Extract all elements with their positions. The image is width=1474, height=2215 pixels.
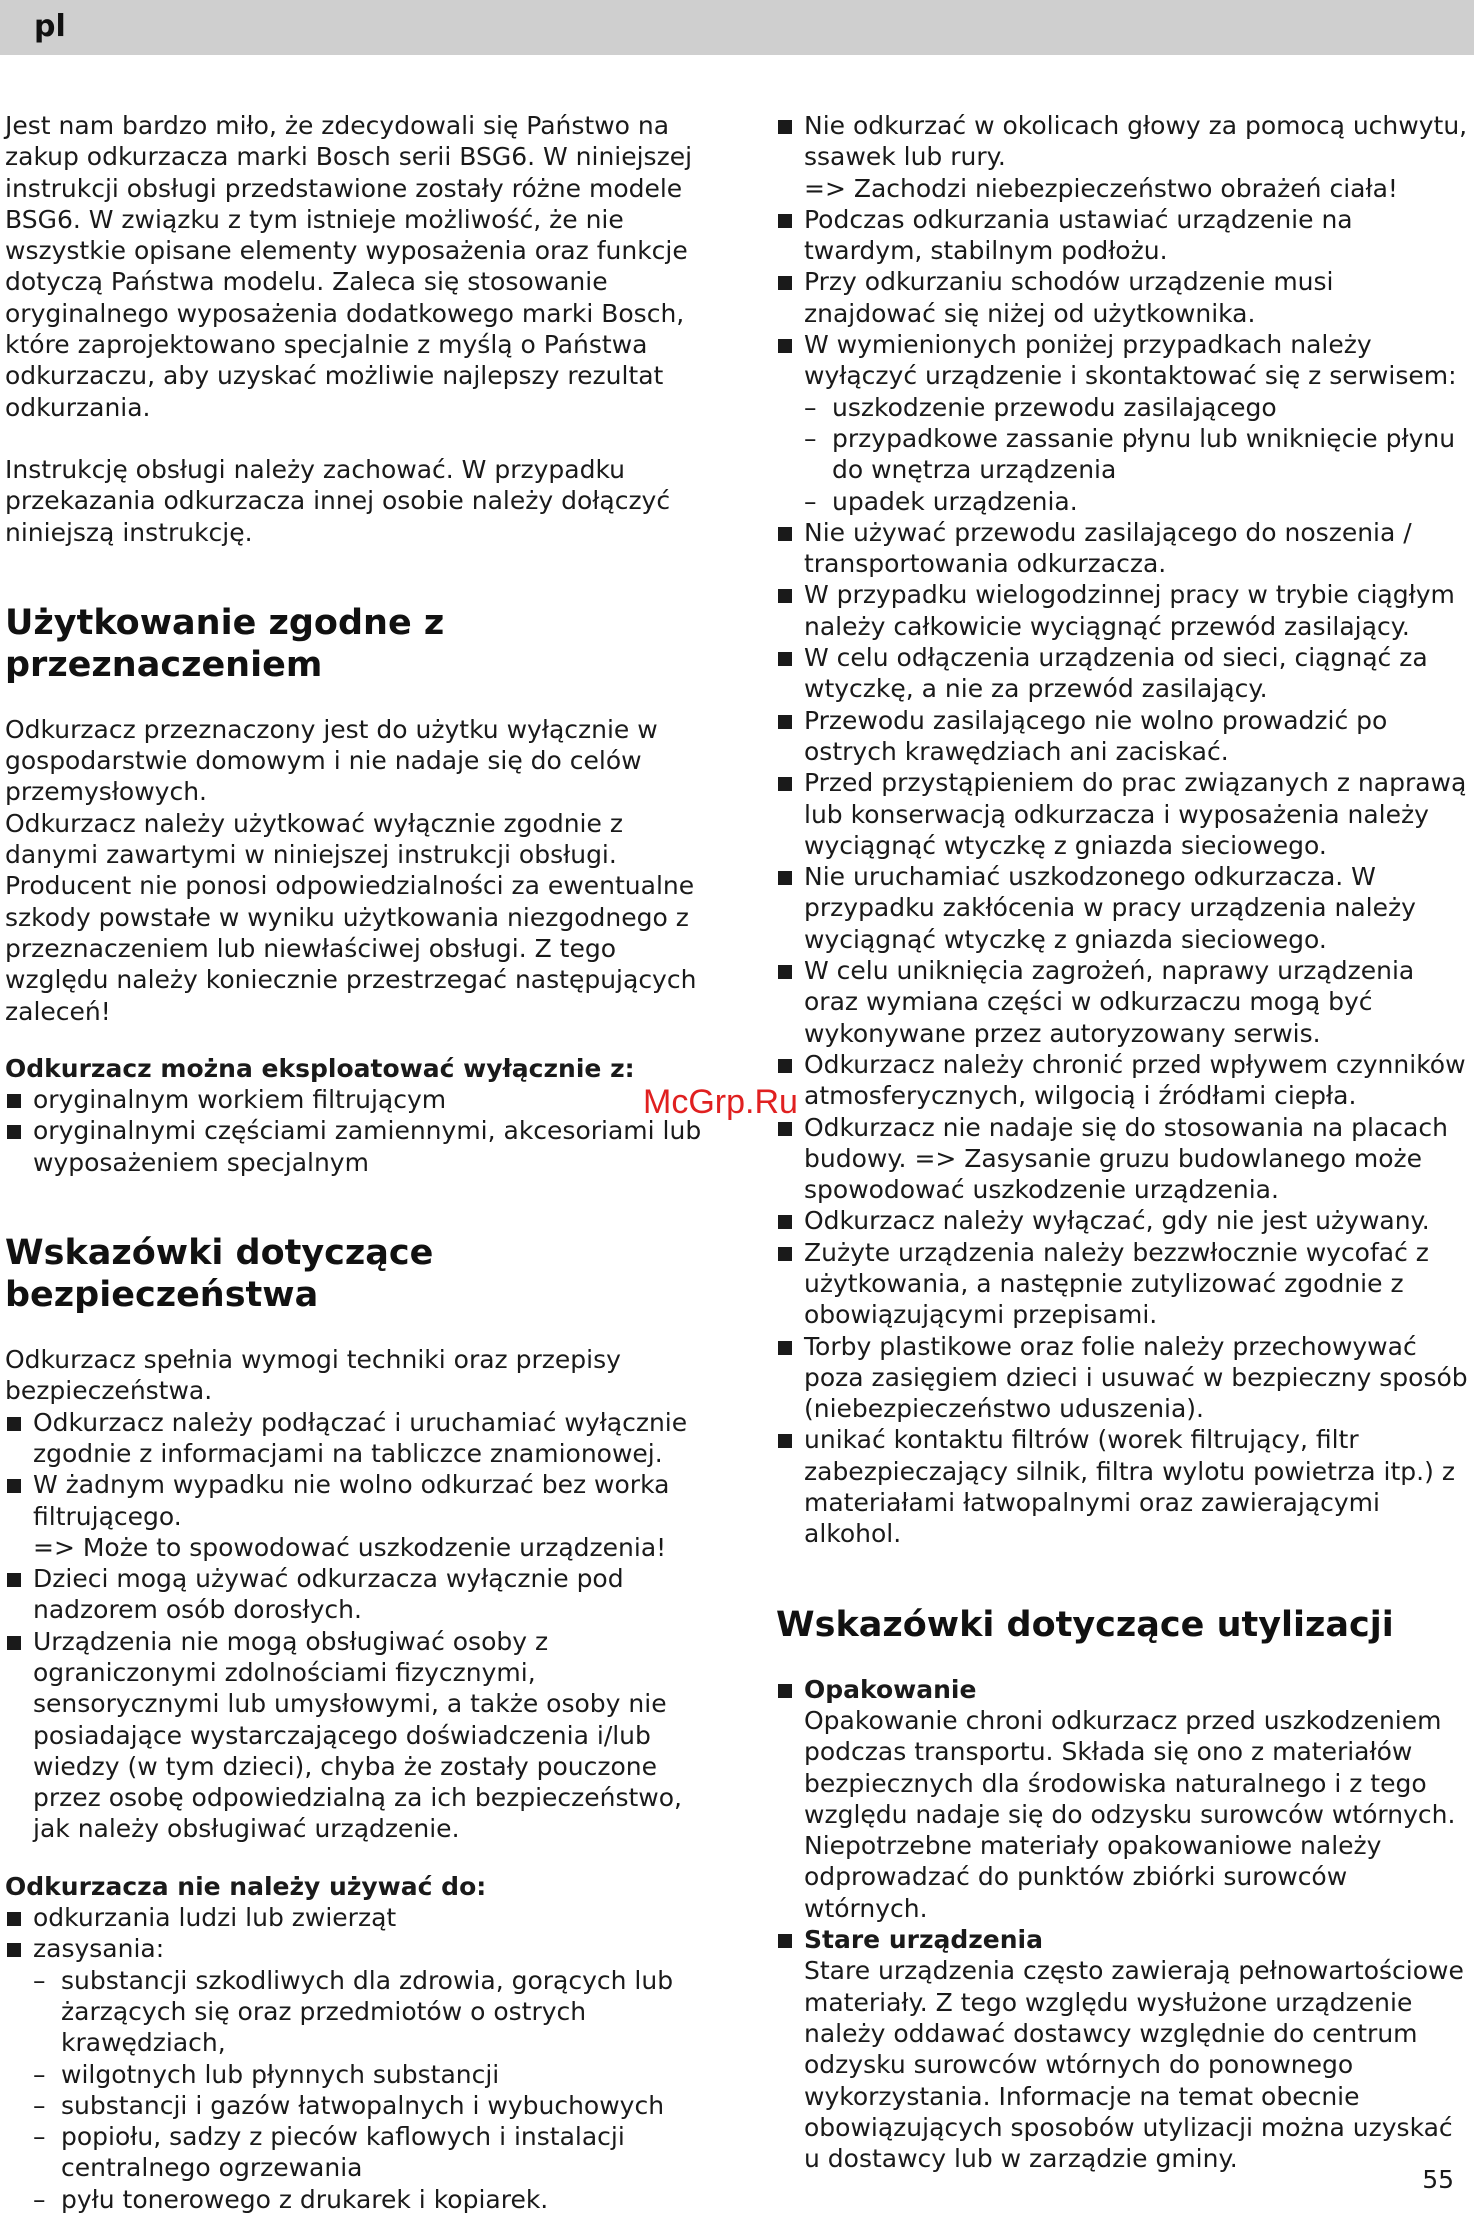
list-item: Nie uruchamiać uszkodzonego odkurzacza. W przypadku zakłócenia w pracy urządzenia należy wyciągnąć wtyczkę z gniazda sieciowego. (776, 861, 1470, 955)
usage-heading: Użytkowanie zgodne z przeznaczeniem (5, 602, 445, 685)
sublist-item: – uszkodzenie przewodu zasilającego (804, 392, 1470, 423)
list-item: Odkurzacz należy chronić przed wpływem czynników atmosferycznych, wilgocią i źródłami ciepła. (776, 1049, 1470, 1112)
list-item-text: W żadnym wypadku nie wolno odkurzać bez worka filtrującego. (33, 1470, 670, 1531)
list-item: W celu odłączenia urządzenia od sieci, ciągnąć za wtyczkę, a nie za przewód zasilający. (776, 642, 1470, 705)
list-item: Urządzenia nie mogą obsługiwać osoby z ograniczonymi zdolnościami fizycznymi, sensorycznymi lub umysłowymi, a także osoby nie posiadające wystarczającego doświadczenia i/lub wiedzy (w tym dzieci), chyba że zostały pouczone przez osobę odpowiedzialną za ich bezpieczeństwo, jak należy obsługiwać urządzenie. (5, 1626, 705, 1845)
packaging-text: Opakowanie chroni odkurzacz przed uszkodzeniem podczas transportu. Składa się ono z materiałów bezpiecznych dla środowiska naturalnego i z tego względu nadaje się do odzysku surowców wtórnych. Niepotrzebne materiały opakowaniowe należy odprowadzać do punktów zbiórki surowców wtórnych. (804, 1705, 1456, 1923)
list-item: oryginalnymi częściami zamiennymi, akcesoriami lub wyposażeniem specjalnym (5, 1115, 705, 1178)
language-label: pl (34, 9, 66, 44)
list-item-note: => Może to spowodować uszkodzenie urządzenia! (33, 1532, 667, 1562)
sublist-item: – przypadkowe zassanie płynu lub wniknięcie płynu do wnętrza urządzenia (804, 423, 1470, 486)
sublist-item: – wilgotnych lub płynnych substancji (33, 2059, 705, 2090)
service-sublist (804, 392, 1470, 517)
list-item: oryginalnym workiem filtrującym (5, 1084, 705, 1115)
donot-subhead: Odkurzacza nie należy używać do: (5, 1871, 487, 1901)
list-item: odkurzania ludzi lub zwierząt (5, 1902, 705, 1933)
page-number: 55 (1422, 2165, 1454, 2194)
disposal-heading: Wskazówki dotyczące utylizacji (776, 1604, 1394, 1645)
sublist-item: – substancji i gazów łatwopalnych i wybuchowych (33, 2090, 705, 2121)
list-item: Odkurzacz nie nadaje się do stosowania na placach budowy. => Zasysanie gruzu budowlanego może spowodować uszkodzenie urządzenia. (776, 1112, 1470, 1206)
usage-list (5, 1084, 705, 1178)
list-item: W celu uniknięcia zagrożeń, naprawy urządzenia oraz wymiana części w odkurzaczu mogą być wykonywane przez autoryzowany serwis. (776, 955, 1470, 1049)
intro-paragraph-2: Instrukcję obsługi należy zachować. W przypadku przekazania odkurzacza innej osobie należy dołączyć niniejszą instrukcję. (5, 454, 671, 547)
watermark: McGrp.Ru (643, 1083, 798, 1121)
list-item (5, 1933, 705, 2215)
donot-list (5, 1902, 705, 2215)
disposal-list (776, 1674, 1470, 2175)
list-item: Dzieci mogą używać odkurzacza wyłącznie pod nadzorem osób dorosłych. (5, 1563, 705, 1626)
left-column (5, 110, 705, 2215)
old-devices-text: Stare urządzenia często zawierają pełnowartościowe materiały. Z tego względu wysłużone urządzenie należy oddawać dostawcy względnie do centrum odzysku surowców wtórnych do ponownego wykorzystania. Informacje na temat obecnie obowiązujących sposobów utylizacji można uzyskać u dostawcy lub w zarządzie gminy. (804, 1956, 1464, 2174)
list-item: Przed przystąpieniem do prac związanych z naprawą lub konserwacją odkurzacza i wyposażenia należy wyciągnąć wtyczkę z gniazda sieciowego. (776, 767, 1470, 861)
list-item: W przypadku wielogodzinnej pracy w trybie ciągłym należy całkowicie wyciągnąć przewód zasilający. (776, 579, 1470, 642)
list-item: Zużyte urządzenia należy bezzwłocznie wycofać z użytkowania, a następnie zutylizować zgodnie z obowiązującymi przepisami. (776, 1237, 1470, 1331)
safety-heading: Wskazówki dotyczące bezpieczeństwa (5, 1233, 434, 1316)
list-item-text: W wymienionych poniżej przypadkach należy wyłączyć urządzenie i skontaktować się z serwisem: (804, 330, 1457, 391)
list-item-text: Nie odkurzać w okolicach głowy za pomocą uchwytu, ssawek lub rury. (804, 111, 1468, 172)
safety-paragraph-1: Odkurzacz spełnia wymogi techniki oraz przepisy bezpieczeństwa. (5, 1345, 621, 1406)
sublist-item: – pyłu tonerowego z drukarek i kopiarek. (33, 2184, 705, 2215)
list-item: Przewodu zasilającego nie wolno prowadzić po ostrych krawędziach ani zaciskać. (776, 705, 1470, 768)
right-column (776, 110, 1470, 2174)
sublist-item: – substancji szkodliwych dla zdrowia, gorących lub żarzących się oraz przedmiotów o ostrych krawędziach, (33, 1965, 705, 2059)
usage-paragraph-2: Odkurzacz należy użytkować wyłącznie zgodnie z danymi zawartymi w niniejszej instrukcji obsługi. Producent nie ponosi odpowiedzialności za ewentualne szkody powstałe w wyniku użytkowania niezgodnego z przeznaczeniem lub niewłaściwej obsługi. Z tego względu należy koniecznie przestrzegać następujących zaleceń! (5, 808, 697, 1026)
intro-paragraph-1: Jest nam bardzo miło, że zdecydowali się Państwo na zakup odkurzacza marki Bosch serii BSG6. W niniejszej instrukcji obsługi przedstawione zostały różne modele BSG6. W związku z tym istnieje możliwość, że nie wszystkie opisane elementy wyposażenia oraz funkcje dotyczą Państwa modelu. Zaleca się stosowanie oryginalnego wyposażenia dodatkowego marki Bosch, które zaprojektowano specjalnie z myślą o Państwa odkurzaczu, aby uzyskać możliwie najlepszy rezultat odkurzania. (5, 111, 693, 422)
packaging-title: Opakowanie (804, 1674, 977, 1704)
list-item: Podczas odkurzania ustawiać urządzenie na twardym, stabilnym podłożu. (776, 204, 1470, 267)
usage-subhead: Odkurzacz można eksploatować wyłącznie z: (5, 1053, 635, 1083)
list-item-text: zasysania: (33, 1934, 165, 1964)
list-item (776, 1674, 1470, 1924)
usage-paragraph-1: Odkurzacz przeznaczony jest do użytku wyłącznie w gospodarstwie domowym i nie nadaje się do celów przemysłowych. (5, 714, 658, 807)
list-item: Odkurzacz należy podłączać i uruchamiać wyłącznie zgodnie z informacjami na tabliczce znamionowej. (5, 1407, 705, 1470)
donot-sublist (33, 1965, 705, 2215)
old-devices-title: Stare urządzenia (804, 1925, 1044, 1955)
list-item: Odkurzacz należy wyłączać, gdy nie jest używany. (776, 1205, 1470, 1236)
safety-list (5, 1407, 705, 1845)
sublist-item: – popiołu, sadzy z pieców kaflowych i instalacji centralnego ogrzewania (33, 2121, 705, 2184)
list-item-note: => Zachodzi niebezpieczeństwo obrażeń ciała! (804, 173, 1398, 203)
list-item: unikać kontaktu filtrów (worek filtrujący, filtr zabezpieczający silnik, filtra wylotu powietrza itp.) z materiałami łatwopalnymi oraz zawierającymi alkohol. (776, 1424, 1470, 1549)
list-item (776, 1924, 1470, 2174)
list-item (5, 1469, 705, 1563)
list-item: Nie używać przewodu zasilającego do noszenia / transportowania odkurzacza. (776, 517, 1470, 580)
list-item (776, 329, 1470, 517)
header-bar (0, 0, 1474, 55)
list-item: Torby plastikowe oraz folie należy przechowywać poza zasięgiem dzieci i usuwać w bezpieczny sposób (niebezpieczeństwo uduszenia). (776, 1331, 1470, 1425)
list-item (776, 110, 1470, 204)
sublist-item: – upadek urządzenia. (804, 486, 1470, 517)
list-item: Przy odkurzaniu schodów urządzenie musi znajdować się niżej od użytkownika. (776, 266, 1470, 329)
safety-list-continued (776, 110, 1470, 1550)
